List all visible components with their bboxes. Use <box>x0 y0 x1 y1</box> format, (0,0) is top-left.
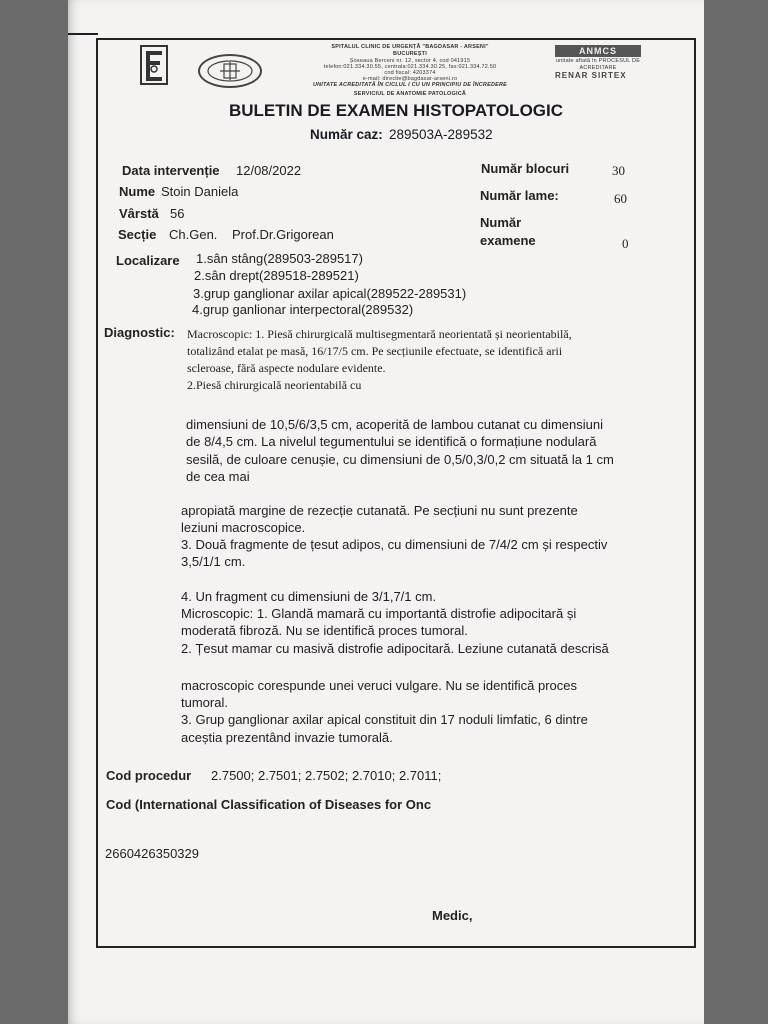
hospital-phone: telefon:021.334.30.55, centrala:021.334.30.25, fax:021.334.72.50 <box>323 64 497 70</box>
section-doctor: Prof.Dr.Grigorean <box>232 227 334 242</box>
hospital-logo-icon <box>140 45 168 85</box>
patient-name-value: Stoin Daniela <box>161 184 239 199</box>
section-value: Ch.Gen. <box>169 227 218 242</box>
diagnostic-line: 3. Grup ganglionar axilar apical constituit din 17 noduli limfatic, 6 dintre <box>181 712 588 727</box>
intervention-date-label: Data intervenție <box>122 163 220 178</box>
diagnostic-line: scleroase, fără aspecte nodulare evidente. <box>187 361 386 375</box>
localization-item: 3.grup ganglionar axilar apical(289522-289531) <box>193 286 467 301</box>
localization-label: Localizare <box>116 253 180 268</box>
section-label: Secție <box>118 227 157 242</box>
icd-code-label: Cod (International Classification of Diseases for Onc <box>106 797 432 812</box>
localization-item: 1.sân stâng(289503-289517) <box>196 251 363 266</box>
seal-logo-icon <box>198 54 262 88</box>
diagnostic-line: macroscopic corespunde unei veruci vulgare. Nu se identifică proces <box>181 678 577 693</box>
diagnostic-line: leziuni macroscopice. <box>181 520 306 535</box>
diagnostic-label: Diagnostic: <box>104 325 175 340</box>
margin-mark <box>68 33 98 35</box>
diagnostic-line: apropiată margine de rezecție cutanată. Pe secțiuni nu sunt prezente <box>181 503 578 518</box>
hospital-accreditation: UNITATE ACREDITATĂ ÎN CICLUL I CU UN PRINCIPIU DE ÎNCREDERE <box>312 82 508 88</box>
blocks-count-value: 30 <box>612 163 625 178</box>
localization-item: 2.sân drept(289518-289521) <box>194 268 359 283</box>
localization-item: 4.grup ganlionar interpectoral(289532) <box>192 302 414 317</box>
patient-age-label: Vârstă <box>119 206 159 221</box>
exams-count-label-1: Număr <box>480 215 522 230</box>
anmcs-badge: ANMCS <box>555 45 641 57</box>
case-number-label: Număr caz: <box>310 127 383 142</box>
department-name: SERVICIUL DE ANATOMIE PATOLOGICĂ <box>353 91 467 97</box>
patient-cnp: 2660426350329 <box>105 846 199 861</box>
diagnostic-line: aceștia prezentând invazie tumorală. <box>181 730 393 745</box>
diagnostic-line: sesilă, de culoare cenușie, cu dimensiuni de 0,5/0,3/0,2 cm situată la 1 cm <box>186 452 614 467</box>
diagnostic-line: 3. Două fragmente de țesut adipos, cu dimensiuni de 7/4/2 cm și respectiv <box>181 537 608 552</box>
patient-name-label: Nume <box>119 184 156 199</box>
hospital-address: Șoseaua Berceni nr. 12, sector 4, cod 041915 <box>349 58 471 64</box>
diagnostic-line: 2. Țesut mamar cu masivă distrofie adipocitară. Leziune cutanată descrisă <box>181 641 609 656</box>
anmcs-subtitle: unitate aflată în PROCESUL DE ACREDITARE <box>555 58 641 71</box>
blocks-count-label: Număr blocuri <box>481 161 570 176</box>
medic-signature-label: Medic, <box>432 908 473 923</box>
case-number-value: 289503A-289532 <box>389 127 493 142</box>
slides-count-label: Număr lame: <box>480 188 559 203</box>
diagnostic-line: dimensiuni de 10,5/6/3,5 cm, acoperită de lambou cutanat cu dimensiuni <box>186 417 603 432</box>
renar-logo: RENAR SIRTEX <box>555 71 627 80</box>
diagnostic-line: de cea mai <box>186 469 250 484</box>
diagnostic-line: de 8/4,5 cm. La nivelul tegumentului se identifică o formațiune nodulară <box>186 434 597 449</box>
hospital-fiscal: cod fiscal: 4203374 <box>384 70 436 76</box>
diagnostic-line: Macroscopic: 1. Piesă chirurgicală multisegmentară neorientată și neorientabilă, <box>187 327 572 341</box>
diagnostic-line: 4. Un fragment cu dimensiuni de 3/1,7/1 cm. <box>181 589 437 604</box>
diagnostic-line: 2.Piesă chirurgicală neorientabilă cu <box>187 378 362 392</box>
diagnostic-line: 3,5/1/1 cm. <box>181 554 246 569</box>
diagnostic-line: moderată fibroză. Nu se identifică proces tumoral. <box>181 623 468 638</box>
document-title: BULETIN DE EXAMEN HISTOPATOLOGIC <box>228 101 564 120</box>
procedure-code-value: 2.7500; 2.7501; 2.7502; 2.7010; 2.7011; <box>211 768 442 783</box>
diagnostic-line: totalizând etalat pe masă, 16/17/5 cm. Pe secțiunile efectuate, se identifică arii <box>187 344 563 358</box>
exams-count-label-2: examene <box>480 233 536 248</box>
diagnostic-line: Microscopic: 1. Glandă mamară cu importantă distrofie adipocitară și <box>181 606 577 621</box>
slides-count-value: 60 <box>614 191 627 206</box>
intervention-date-value: 12/08/2022 <box>236 163 302 178</box>
diagnostic-line: tumoral. <box>181 695 228 710</box>
patient-age-value: 56 <box>170 206 185 221</box>
hospital-city: BUCUREȘTI <box>393 51 427 57</box>
hospital-name: SPITALUL CLINIC DE URGENȚĂ "BAGDASAR - ARSENI" <box>331 44 489 50</box>
procedure-code-label: Cod procedur <box>106 768 192 783</box>
hospital-email: e-mail: directie@bagdasar-arseni.ro <box>362 76 458 82</box>
exams-count-value: 0 <box>622 236 629 251</box>
